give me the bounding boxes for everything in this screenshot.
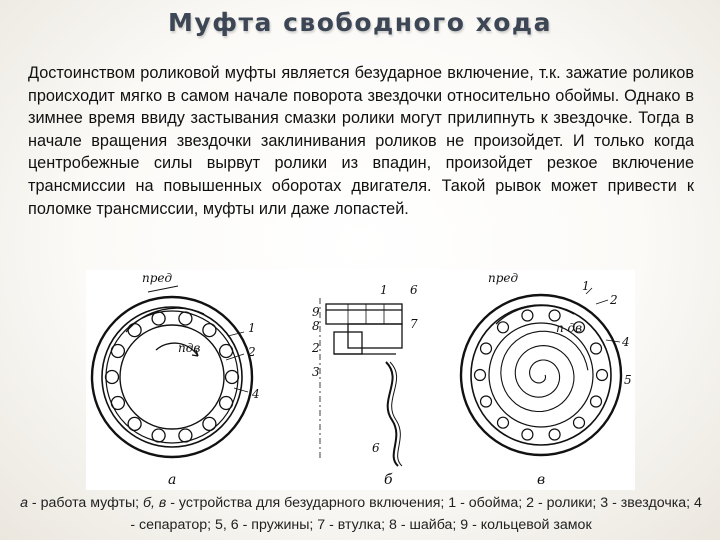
n-dv-label-v: n дв	[556, 321, 583, 335]
callout-4-v: 4	[622, 335, 630, 349]
roller	[203, 417, 216, 430]
body-paragraph: Достоинством роликовой муфты является безударное включение, т.к. зажатие роликов происходит мягко в самом начале поворота звездочки относительно обоймы. Однако в зимнее время ввиду застывания смазки ролики могут прилипнуть к звездочке. Тогда в начале вращения звездочки заклинивания роликов не произойдет. И только когда центробежные силы вырвут ролики из впадин, произойдет резкое включение трансмиссии на повышенных оборотах двигателя. Такой рывок может привести к поломке трансмиссии, муфты или даже лопастей.	[28, 64, 694, 218]
roller	[475, 370, 486, 381]
roller	[179, 429, 192, 442]
roller	[128, 417, 141, 430]
callout-7-b: 7	[410, 317, 418, 331]
panel-b-drawing	[320, 298, 402, 466]
callout-2-a: 2	[248, 345, 256, 359]
caption-a-text: - работа муфты;	[27, 495, 144, 511]
roller	[106, 371, 119, 384]
roller	[522, 310, 533, 321]
roller	[522, 429, 533, 440]
roller	[597, 370, 608, 381]
panel-a-drawing	[92, 286, 252, 457]
roller	[111, 397, 124, 410]
roller	[498, 322, 509, 333]
roller	[111, 345, 124, 358]
clutch-drawing	[86, 270, 635, 490]
callout-1-a: 1	[248, 321, 256, 335]
callout-6-b: 6	[372, 441, 380, 455]
slide-title: Муфта свободного хода	[168, 8, 552, 37]
roller	[226, 371, 239, 384]
callout-4-a: 4	[252, 387, 260, 401]
roller	[152, 312, 165, 325]
callout-3-b: 3	[312, 365, 320, 379]
roller	[574, 417, 585, 428]
callout-1-v: 1	[582, 279, 590, 293]
spring-spiral	[501, 331, 588, 411]
caption-bv-letters: б, в	[143, 495, 167, 511]
caption-a-letter: а	[20, 495, 28, 511]
n-red-label-v: nред	[488, 271, 519, 285]
callout-5-v: 5	[624, 373, 632, 387]
panel-label-b: б	[384, 472, 393, 488]
roller	[591, 396, 602, 407]
figure-caption	[16, 492, 706, 536]
roller	[128, 324, 141, 337]
panel-label-v: в	[537, 472, 546, 488]
roller	[498, 417, 509, 428]
callout-8-b: 8	[312, 319, 320, 333]
roller	[481, 396, 492, 407]
n-dv-label-a: nдв	[178, 341, 201, 355]
callout-1-b: 1	[380, 283, 388, 297]
roller	[549, 429, 560, 440]
roller	[591, 343, 602, 354]
n-red-label-a: nред	[142, 271, 173, 285]
clutch-figure	[86, 270, 635, 490]
roller	[203, 324, 216, 337]
panel-v-drawing	[461, 288, 621, 455]
roller	[481, 343, 492, 354]
callout-9-b: 9	[312, 305, 320, 319]
callout-6-b-top: 6	[410, 283, 418, 297]
roller	[549, 310, 560, 321]
roller	[220, 345, 233, 358]
callout-2-b: 2	[312, 341, 320, 355]
roller	[152, 429, 165, 442]
roller	[220, 397, 233, 410]
caption-rest: - устройства для безударного включения; 1 - обойма; 2 - ролики; 3 - звездочка; 4 - сепаратор; 5, 6 - пружины; 7 - втулка; 8 - шайба; 9 - кольцевой замок	[130, 495, 702, 533]
roller	[179, 312, 192, 325]
panel-label-a: а	[168, 472, 177, 488]
callout-2-v: 2	[610, 293, 618, 307]
